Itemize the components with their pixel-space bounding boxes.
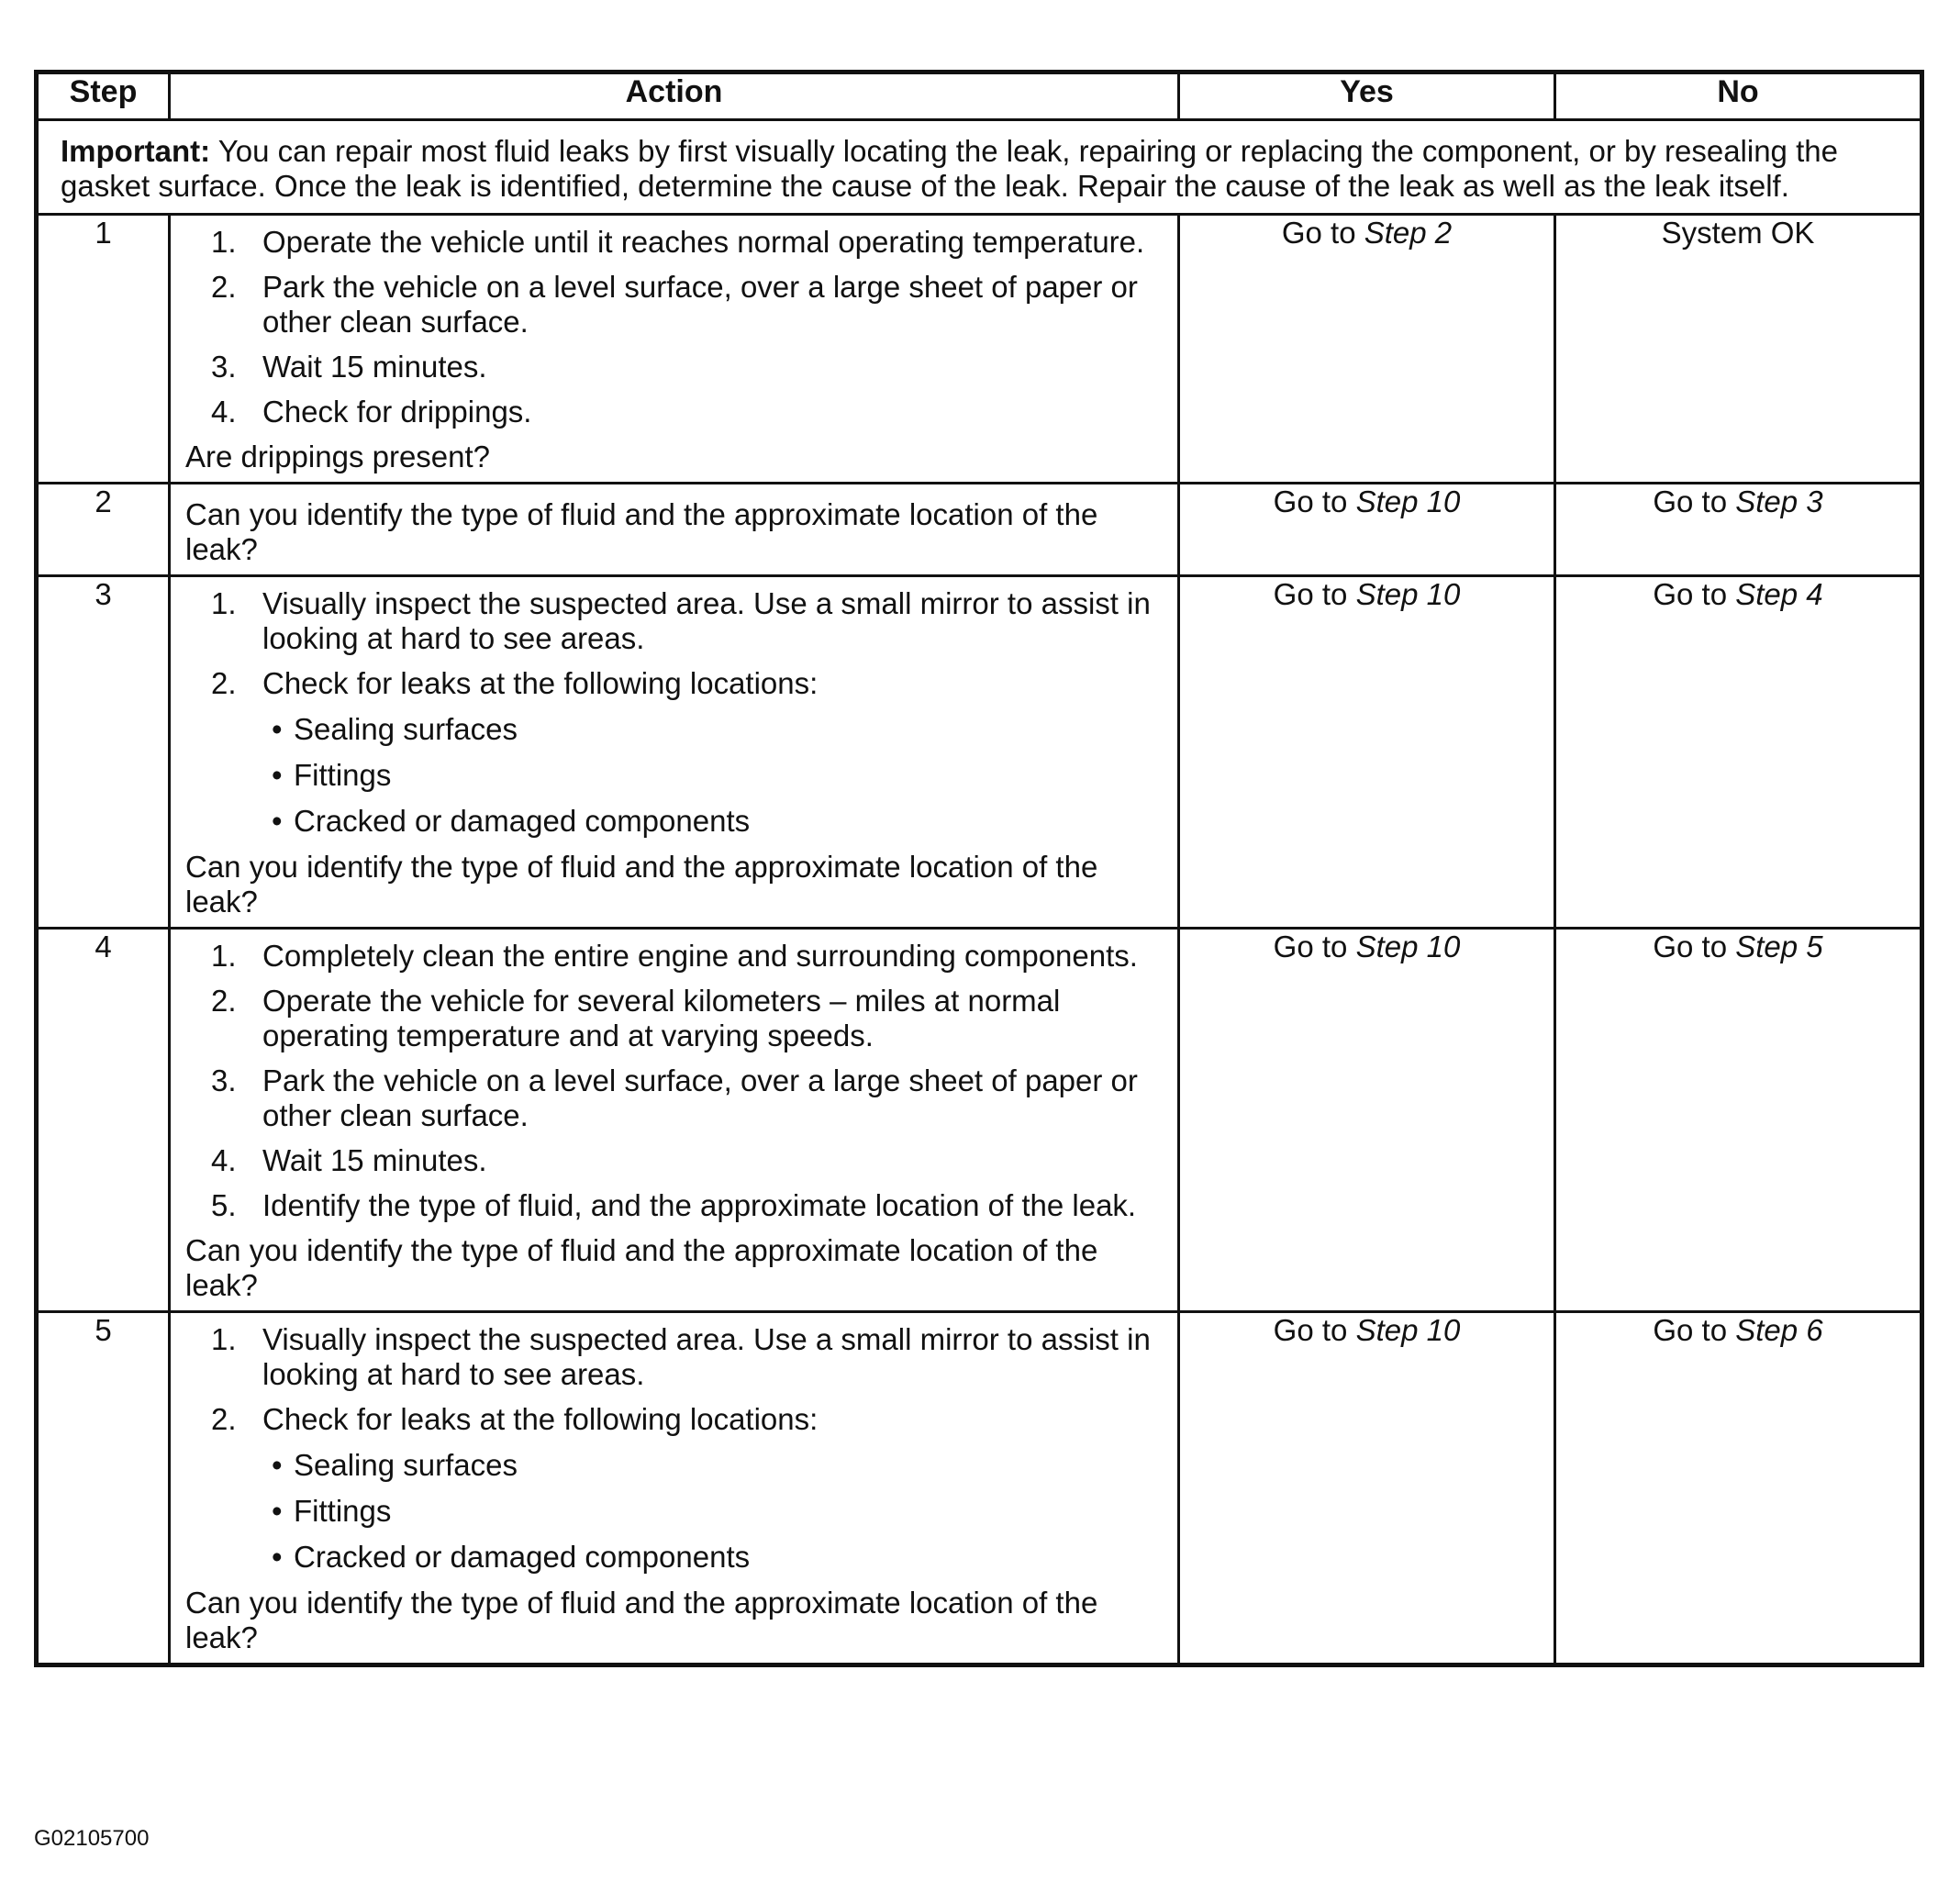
- yes-result-text: Go to: [1273, 484, 1356, 518]
- action-item: [185, 1322, 1164, 1392]
- no-result: [1555, 484, 1922, 576]
- header-no: No: [1555, 72, 1922, 120]
- header-step: Step: [37, 72, 170, 120]
- important-note: [37, 120, 1922, 215]
- action-item-number: 4.: [211, 395, 237, 429]
- location-item: • Fittings: [262, 758, 1164, 793]
- location-item: • Sealing surfaces: [262, 1448, 1164, 1483]
- no-result: [1555, 1312, 1922, 1665]
- important-note-row: [37, 120, 1922, 215]
- diagnostic-table: [34, 70, 1924, 1667]
- yes-result: [1179, 929, 1555, 1312]
- action-item-number: 2.: [211, 984, 237, 1018]
- action-item-number: 3.: [211, 350, 237, 384]
- action-item-text: Park the vehicle on a level surface, over a large sheet of paper or other clean surface.: [262, 270, 1138, 339]
- location-item: • Fittings: [262, 1494, 1164, 1529]
- action-item: [185, 1402, 1164, 1575]
- step-question: Can you identify the type of fluid and the approximate location of the leak?: [185, 1586, 1098, 1654]
- header-yes: Yes: [1179, 72, 1555, 120]
- yes-step-link[interactable]: Step 10: [1355, 1313, 1461, 1347]
- table-row: [37, 576, 1922, 929]
- action-item: [185, 1063, 1164, 1133]
- action-list: [185, 586, 1164, 839]
- no-result: [1555, 215, 1922, 484]
- step-number: 2: [37, 484, 170, 576]
- yes-result-text: Go to: [1273, 930, 1356, 963]
- yes-step-link[interactable]: Step 10: [1355, 577, 1461, 611]
- figure-code: G02105700: [34, 1826, 150, 1851]
- no-result-text: Go to: [1653, 577, 1736, 611]
- action-item: [185, 939, 1164, 974]
- table-row: [37, 1312, 1922, 1665]
- no-step-link[interactable]: Step 5: [1735, 930, 1823, 963]
- header-action: Action: [170, 72, 1179, 120]
- yes-result-text: Go to: [1273, 577, 1356, 611]
- important-text: You can repair most fluid leaks by first visually locating the leak, repairing or replacing the component, or by resealing the gasket surface. Once the leak is identified, determine the cause of the leak. Repair the cause of the leak as well as the leak itself.: [61, 134, 1838, 203]
- action-item-text: Wait 15 minutes.: [262, 1143, 487, 1177]
- action-item-number: 1.: [211, 1322, 237, 1356]
- no-result-text: Go to: [1653, 1313, 1736, 1347]
- action-cell: [170, 484, 1179, 576]
- location-item: • Cracked or damaged components: [262, 804, 1164, 839]
- action-list: [185, 939, 1164, 1223]
- action-item: [185, 586, 1164, 656]
- no-result-text: Go to: [1653, 930, 1736, 963]
- diagnostic-table-frame: [34, 70, 1920, 1667]
- no-step-link[interactable]: Step 6: [1735, 1313, 1823, 1347]
- important-label: Important:: [61, 134, 211, 168]
- action-item: [185, 666, 1164, 839]
- no-result-text: System OK: [1661, 216, 1815, 250]
- action-item-number: 5.: [211, 1188, 237, 1222]
- action-item-number: 4.: [211, 1143, 237, 1177]
- action-item-text: Identify the type of fluid, and the approximate location of the leak.: [262, 1188, 1137, 1222]
- yes-step-link[interactable]: Step 10: [1355, 484, 1461, 518]
- location-item: • Cracked or damaged components: [262, 1540, 1164, 1575]
- action-item-text: Check for drippings.: [262, 395, 532, 429]
- no-result: [1555, 576, 1922, 929]
- yes-result: [1179, 576, 1555, 929]
- action-cell: [170, 576, 1179, 929]
- no-result-text: Go to: [1653, 484, 1736, 518]
- action-item-number: 1.: [211, 939, 237, 973]
- yes-result: [1179, 484, 1555, 576]
- step-question: Can you identify the type of fluid and the approximate location of the leak?: [185, 1233, 1098, 1302]
- step-number: 4: [37, 929, 170, 1312]
- action-item-number: 1.: [211, 586, 237, 620]
- step-number: 5: [37, 1312, 170, 1665]
- action-item-text: Visually inspect the suspected area. Use a small mirror to assist in looking at hard to see areas.: [262, 586, 1151, 655]
- action-item-text: Check for leaks at the following locations:: [262, 666, 819, 700]
- action-list: [185, 1322, 1164, 1575]
- action-item-number: 2.: [211, 1402, 237, 1436]
- step-number: 3: [37, 576, 170, 929]
- table-row: [37, 484, 1922, 576]
- table-row: [37, 215, 1922, 484]
- yes-result-text: Go to: [1273, 1313, 1356, 1347]
- action-item-number: 2.: [211, 270, 237, 304]
- action-item-text: Wait 15 minutes.: [262, 350, 487, 384]
- location-list: [262, 1448, 1164, 1575]
- action-item: [185, 984, 1164, 1053]
- action-item: [185, 225, 1164, 260]
- yes-step-link[interactable]: Step 10: [1355, 930, 1461, 963]
- action-item: [185, 270, 1164, 340]
- no-result: [1555, 929, 1922, 1312]
- step-question: Can you identify the type of fluid and the approximate location of the leak?: [185, 497, 1098, 566]
- no-step-link[interactable]: Step 4: [1735, 577, 1823, 611]
- action-item-number: 3.: [211, 1063, 237, 1097]
- yes-step-link[interactable]: Step 2: [1364, 216, 1453, 250]
- action-item-text: Completely clean the entire engine and surrounding components.: [262, 939, 1138, 973]
- yes-result: [1179, 215, 1555, 484]
- step-question: Are drippings present?: [185, 440, 491, 473]
- header-row: [37, 72, 1922, 120]
- step-number: 1: [37, 215, 170, 484]
- action-list: [185, 225, 1164, 429]
- yes-result-text: Go to: [1281, 216, 1364, 250]
- location-item: • Sealing surfaces: [262, 712, 1164, 747]
- action-item-text: Operate the vehicle for several kilometers – miles at normal operating temperature and at varying speeds.: [262, 984, 1061, 1052]
- action-cell: [170, 215, 1179, 484]
- action-item-text: Visually inspect the suspected area. Use a small mirror to assist in looking at hard to see areas.: [262, 1322, 1151, 1391]
- action-item-number: 1.: [211, 225, 237, 259]
- action-item-number: 2.: [211, 666, 237, 700]
- action-item: [185, 1188, 1164, 1223]
- action-cell: [170, 929, 1179, 1312]
- action-item-text: Operate the vehicle until it reaches normal operating temperature.: [262, 225, 1145, 259]
- action-item-text: Park the vehicle on a level surface, over a large sheet of paper or other clean surface.: [262, 1063, 1138, 1132]
- location-list: [262, 712, 1164, 839]
- step-question: Can you identify the type of fluid and the approximate location of the leak?: [185, 850, 1098, 919]
- yes-result: [1179, 1312, 1555, 1665]
- action-item-text: Check for leaks at the following locations:: [262, 1402, 819, 1436]
- action-item: [185, 395, 1164, 429]
- table-row: [37, 929, 1922, 1312]
- action-cell: [170, 1312, 1179, 1665]
- no-step-link[interactable]: Step 3: [1735, 484, 1823, 518]
- action-item: [185, 350, 1164, 384]
- action-item: [185, 1143, 1164, 1178]
